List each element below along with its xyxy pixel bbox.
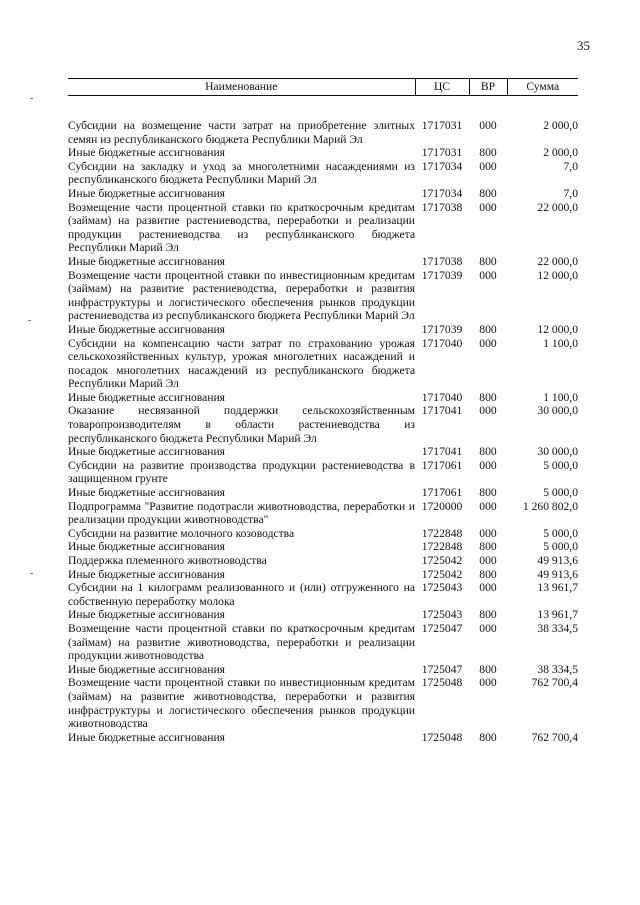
row-name: Иные бюджетные ассигнования <box>68 730 225 744</box>
row-name: Иные бюджетные ассигнования <box>68 254 225 268</box>
row-cs-code: 1717039 <box>421 268 463 282</box>
column-header-sum: Сумма <box>507 79 578 96</box>
table-row <box>68 445 578 459</box>
table-row <box>68 608 578 622</box>
row-sum: 13 961,7 <box>537 608 578 622</box>
row-name: Иные бюджетные ассигнования <box>68 662 225 676</box>
row-cs-code: 1717038 <box>421 200 463 214</box>
row-sum: 5 000,0 <box>543 526 578 540</box>
row-vr-code: 800 <box>479 254 497 268</box>
table-row <box>68 731 578 745</box>
row-vr-code: 000 <box>479 159 497 173</box>
row-cs-code: 1722848 <box>421 540 463 554</box>
row-name: Субсидии на 1 килограмм реализованного и (или) отгруженного на собственную переработку молока <box>68 581 415 608</box>
margin-mark <box>30 98 33 99</box>
table-row <box>68 486 578 500</box>
row-cs-code: 1717061 <box>421 486 463 500</box>
row-cs-code: 1717040 <box>421 336 463 350</box>
row-name: Иные бюджетные ассигнования <box>68 322 225 336</box>
table-body <box>68 96 578 745</box>
row-name: Иные бюджетные ассигнования <box>68 540 225 554</box>
row-vr-code: 000 <box>479 119 497 132</box>
row-cs-code: 1722848 <box>421 526 463 540</box>
row-vr-code: 000 <box>479 458 497 472</box>
table-row <box>68 146 578 160</box>
row-vr-code: 000 <box>479 621 497 635</box>
table-row <box>68 404 578 445</box>
row-sum: 2 000,0 <box>543 119 578 132</box>
row-cs-code: 1717034 <box>421 159 463 173</box>
row-name: Субсидии на возмещение части затрат на приобретение элитных семян из республиканского бюджета Республики Марий Эл <box>68 119 415 146</box>
row-sum: 30 000,0 <box>537 404 578 418</box>
row-name: Иные бюджетные ассигнования <box>68 146 225 160</box>
table-row <box>68 581 578 608</box>
table-row <box>68 554 578 568</box>
row-vr-code: 800 <box>479 567 497 581</box>
row-sum: 22 000,0 <box>537 200 578 214</box>
row-cs-code: 1717040 <box>421 390 463 404</box>
row-name: Поддержка племенного животноводства <box>68 554 267 567</box>
row-sum: 38 334,5 <box>537 662 578 676</box>
table-row <box>68 201 578 255</box>
row-sum: 1 260 802,0 <box>522 499 578 513</box>
row-cs-code: 1725042 <box>421 554 463 567</box>
row-vr-code: 800 <box>479 730 497 744</box>
table-header <box>68 79 578 96</box>
table-row <box>68 459 578 486</box>
row-cs-code: 1717034 <box>421 186 463 200</box>
row-name: Субсидии на развитие производства продукции растениеводства в защищенном грунте <box>68 458 415 486</box>
row-sum: 5 000,0 <box>543 486 578 500</box>
header-spacer <box>68 96 578 120</box>
row-sum: 49 913,6 <box>537 554 578 567</box>
row-vr-code: 800 <box>479 146 497 160</box>
table-row <box>68 622 578 663</box>
row-vr-code: 800 <box>479 486 497 500</box>
row-vr-code: 000 <box>479 268 497 282</box>
row-cs-code: 1725043 <box>421 608 463 622</box>
row-cs-code: 1717061 <box>421 458 463 472</box>
table-row <box>68 663 578 677</box>
column-header-cs: ЦС <box>415 79 469 96</box>
row-cs-code: 1720000 <box>421 499 463 513</box>
table-row <box>68 187 578 201</box>
row-vr-code: 800 <box>479 390 497 404</box>
row-vr-code: 000 <box>479 581 497 595</box>
row-name: Возмещение части процентной ставки по краткосрочным кредитам (займам) на развитие растениеводства, переработки и реализации продукции растениеводства из республиканского бюджета Республики Марий Эл <box>68 200 415 255</box>
row-sum: 5 000,0 <box>543 458 578 472</box>
row-vr-code: 800 <box>479 540 497 554</box>
table-row <box>68 160 578 187</box>
table-row <box>68 676 578 730</box>
row-cs-code: 1725048 <box>421 676 463 690</box>
row-name: Субсидии на закладку и уход за многолетними насаждениями из республиканского бюджета Республики Марий Эл <box>68 159 415 187</box>
table-row <box>68 527 578 541</box>
row-sum: 12 000,0 <box>537 322 578 336</box>
row-vr-code: 000 <box>479 554 497 567</box>
table-row <box>68 119 578 146</box>
row-sum: 38 334,5 <box>537 621 578 635</box>
row-name: Возмещение части процентной ставки по краткосрочным кредитам (займам) на развитие животноводства, переработки и реализации продукции животноводства <box>68 621 415 663</box>
row-vr-code: 000 <box>479 200 497 214</box>
row-vr-code: 800 <box>479 662 497 676</box>
row-vr-code: 800 <box>479 445 497 459</box>
row-cs-code: 1725042 <box>421 567 463 581</box>
row-sum: 1 100,0 <box>543 336 578 350</box>
row-name: Иные бюджетные ассигнования <box>68 608 225 622</box>
row-sum: 5 000,0 <box>543 540 578 554</box>
budget-table <box>68 78 578 744</box>
row-cs-code: 1717041 <box>421 445 463 459</box>
row-name: Иные бюджетные ассигнования <box>68 186 225 200</box>
row-cs-code: 1717038 <box>421 254 463 268</box>
margin-mark <box>30 573 33 574</box>
row-cs-code: 1725047 <box>421 662 463 676</box>
row-sum: 49 913,6 <box>537 567 578 581</box>
row-vr-code: 800 <box>479 322 497 336</box>
row-sum: 7,0 <box>563 186 578 200</box>
table-row <box>68 391 578 405</box>
row-cs-code: 1717031 <box>421 119 463 132</box>
row-cs-code: 1725043 <box>421 581 463 595</box>
row-vr-code: 800 <box>479 186 497 200</box>
table-row <box>68 269 578 323</box>
row-name: Оказание несвязанной поддержки сельскохозяйственным товаропроизводителям в области растениеводства из республиканского бюджета Республики Марий Эл <box>68 404 415 445</box>
row-name: Возмещение части процентной ставки по инвестиционным кредитам (займам) на развитие животноводства, переработки и развития инфраструктуры и логистического обеспечения рынков продукции животноводства <box>68 676 415 731</box>
row-sum: 13 961,7 <box>537 581 578 595</box>
row-sum: 22 000,0 <box>537 254 578 268</box>
row-vr-code: 000 <box>479 526 497 540</box>
row-sum: 1 100,0 <box>543 390 578 404</box>
column-header-vr: ВР <box>469 79 507 96</box>
page-number: 35 <box>577 38 590 53</box>
row-vr-code: 000 <box>479 404 497 418</box>
row-name: Иные бюджетные ассигнования <box>68 567 225 581</box>
row-vr-code: 000 <box>479 499 497 513</box>
row-sum: 12 000,0 <box>537 268 578 282</box>
row-sum: 762 700,4 <box>531 676 578 690</box>
row-name: Возмещение части процентной ставки по инвестиционным кредитам (займам) на развитие растениеводства, переработки и развития инфраструктуры и логистического обеспечения рынков продукции растениеводства из республиканского бюджета Республики Марий Эл <box>68 268 415 323</box>
row-sum: 7,0 <box>563 159 578 173</box>
row-vr-code: 000 <box>479 676 497 690</box>
row-name: Субсидии на компенсацию части затрат по страхованию урожая сельскохозяйственных культур, урожая многолетних насаждений и посадок многолетних насаждений из республиканского бюджета Республики Марий Эл <box>68 336 415 391</box>
row-cs-code: 1717031 <box>421 146 463 160</box>
row-name: Иные бюджетные ассигнования <box>68 486 225 500</box>
table-row <box>68 540 578 554</box>
row-name: Субсидии на развитие молочного козоводства <box>68 526 295 540</box>
row-sum: 762 700,4 <box>531 730 578 744</box>
row-name: Иные бюджетные ассигнования <box>68 390 225 404</box>
row-cs-code: 1725047 <box>421 621 463 635</box>
row-cs-code: 1717041 <box>421 404 463 418</box>
table-row <box>68 568 578 582</box>
table-row <box>68 500 578 527</box>
margin-mark <box>28 320 31 321</box>
table-row <box>68 323 578 337</box>
row-cs-code: 1717039 <box>421 322 463 336</box>
row-name: Подпрограмма "Развитие подотрасли животноводства, переработки и реализации продукции животноводства" <box>68 499 415 527</box>
row-vr-code: 800 <box>479 608 497 622</box>
row-vr-code: 000 <box>479 336 497 350</box>
row-sum: 2 000,0 <box>543 146 578 160</box>
row-name: Иные бюджетные ассигнования <box>68 445 225 459</box>
column-header-name: Наименование <box>68 79 415 96</box>
table-row <box>68 337 578 391</box>
table-row <box>68 255 578 269</box>
row-sum: 30 000,0 <box>537 445 578 459</box>
row-cs-code: 1725048 <box>421 730 463 744</box>
